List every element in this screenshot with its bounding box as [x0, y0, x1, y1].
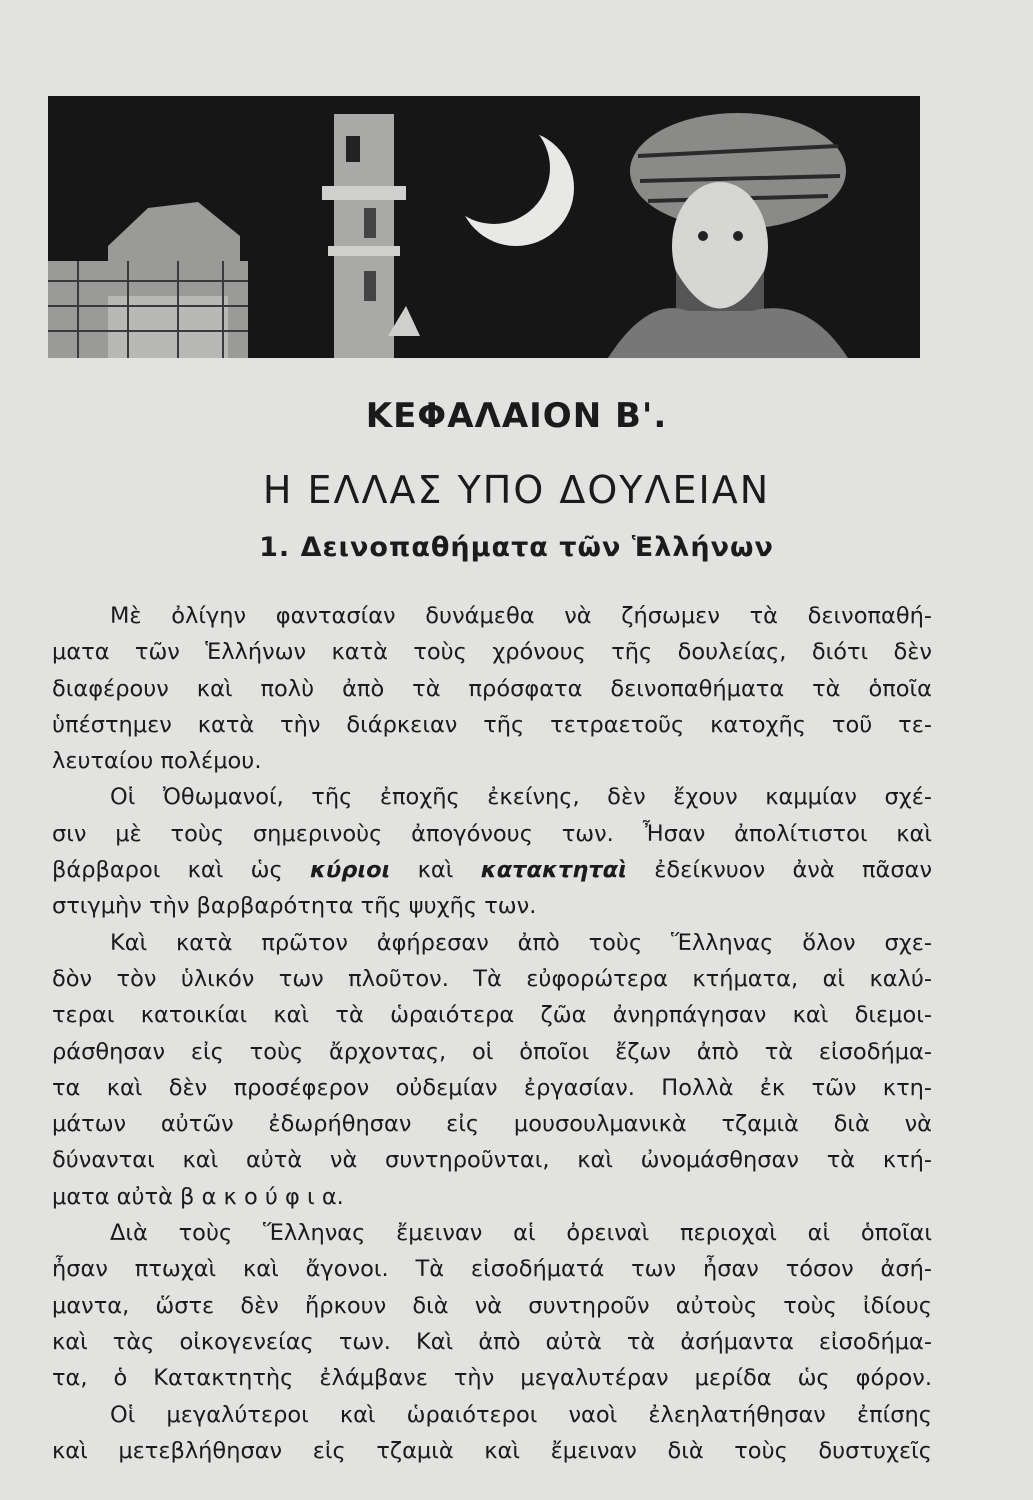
text-line: δύνανται καὶ αὐτὰ νὰ συντηροῦνται, καὶ ὠνομάσθησαν τὰ κτή- [52, 1147, 932, 1174]
text-fragment: βάρβαροι καὶ ὡς [52, 857, 283, 884]
text-line: Οἱ μεγαλύτεροι καὶ ὡραιότεροι ναοὶ ἐλεηλατήθησαν ἐπίσης [110, 1401, 932, 1428]
text-line: ὑπέστημεν κατὰ τὴν διάρκειαν τῆς τετραετοῦς κατοχῆς τοῦ τε- [52, 711, 932, 738]
text-line: σιν μὲ τοὺς σημερινοὺς ἀπογόνους των. Ἦσαν ἀπολίτιστοι καὶ [52, 820, 932, 847]
text-line: Διὰ τοὺς Ἕλληνας ἔμειναν αἱ ὀρειναὶ περιοχαὶ αἱ ὁποῖαι [110, 1220, 932, 1247]
emphasized-word: κύριοι [310, 857, 391, 884]
body-text [52, 598, 932, 1469]
text-line [52, 852, 932, 888]
text-line: Οἱ Ὀθωμανοί, τῆς ἐποχῆς ἐκείνης, δὲν ἔχουν καμμίαν σχέ- [110, 784, 932, 811]
chapter-title: Η ΕΛΛΑΣ ΥΠΟ ΔΟΥΛΕΙΑΝ [262, 468, 771, 512]
text-line: τα, ὁ Κατακτητὴς ἐλάμβανε τὴν μεγαλυτέραν μερίδα ὡς φόρον. [52, 1365, 932, 1392]
section-heading [0, 532, 1033, 563]
text-line: τεραι κατοικίαι καὶ τὰ ὡραιότερα ζῶα ἀνηρπάγησαν καὶ διεμοι- [52, 1002, 932, 1029]
section-title: Δεινοπαθήματα τῶν Ἑλλήνων [300, 532, 774, 563]
text-line: ματα τῶν Ἑλλήνων κατὰ τοὺς χρόνους τῆς δουλείας, διότι δὲν [52, 639, 932, 666]
text-fragment: καὶ [417, 857, 454, 884]
text-fragment: ἐδείκνυον ἀνὰ πᾶσαν [654, 857, 933, 884]
text-line: ματα αὐτὰ β α κ ο ύ φ ι α. [52, 1183, 344, 1210]
illustration-icon [48, 96, 920, 358]
text-line: τα καὶ δὲν προσέφερον οὐδεμίαν ἐργασίαν. Πολλὰ ἐκ τῶν κτη- [52, 1074, 932, 1101]
emphasized-word: κατακτηταὶ [480, 857, 627, 884]
text-line: ράσθησαν εἰς τοὺς ἄρχοντας, οἱ ὁποῖοι ἔζων ἀπὸ τὰ εἰσοδήμα- [52, 1038, 932, 1065]
text-line: μάτων αὐτῶν ἐδωρήθησαν εἰς μουσουλμανικὰ τζαμιὰ διὰ νὰ [52, 1111, 932, 1138]
chapter-banner-illustration [48, 96, 920, 358]
text-line: Καὶ κατὰ πρῶτον ἀφήρεσαν ἀπὸ τοὺς Ἕλληνας ὅλον σχε- [110, 929, 932, 956]
text-line: λευταίου πολέμου. [52, 748, 262, 775]
text-line: δὸν τὸν ὑλικόν των πλοῦτον. Τὰ εὐφορώτερα κτήματα, αἱ καλύ- [52, 965, 932, 992]
text-line: διαφέρουν καὶ πολὺ ἀπὸ τὰ πρόσφατα δεινοπαθήματα τὰ ὁποῖα [52, 675, 932, 702]
text-line: καὶ μετεβλήθησαν εἰς τζαμιὰ καὶ ἔμειναν διὰ τοὺς δυστυχεῖς [52, 1437, 932, 1464]
text-line: καὶ τὰς οἰκογενείας των. Καὶ ἀπὸ αὐτὰ τὰ ἀσήμαντα εἰσοδήμα- [52, 1328, 932, 1355]
text-line: ἦσαν πτωχαὶ καὶ ἄγονοι. Τὰ εἰσοδήματά των ἦσαν τόσον ἀσή- [52, 1256, 932, 1283]
text-line: μαντα, ὥστε δὲν ἤρκουν διὰ νὰ συντηροῦν αὐτοὺς τοὺς ἰδίους [52, 1292, 932, 1319]
text-line: στιγμὴν τὴν βαρβαρότητα τῆς ψυχῆς των. [52, 893, 537, 920]
chapter-heading: ΚΕΦΑΛΑΙΟΝ Β'. [365, 396, 668, 436]
text-line: Μὲ ὀλίγην φαντασίαν δυνάμεθα νὰ ζήσωμεν τὰ δεινοπαθή- [110, 603, 932, 629]
section-number: 1. [259, 532, 291, 563]
